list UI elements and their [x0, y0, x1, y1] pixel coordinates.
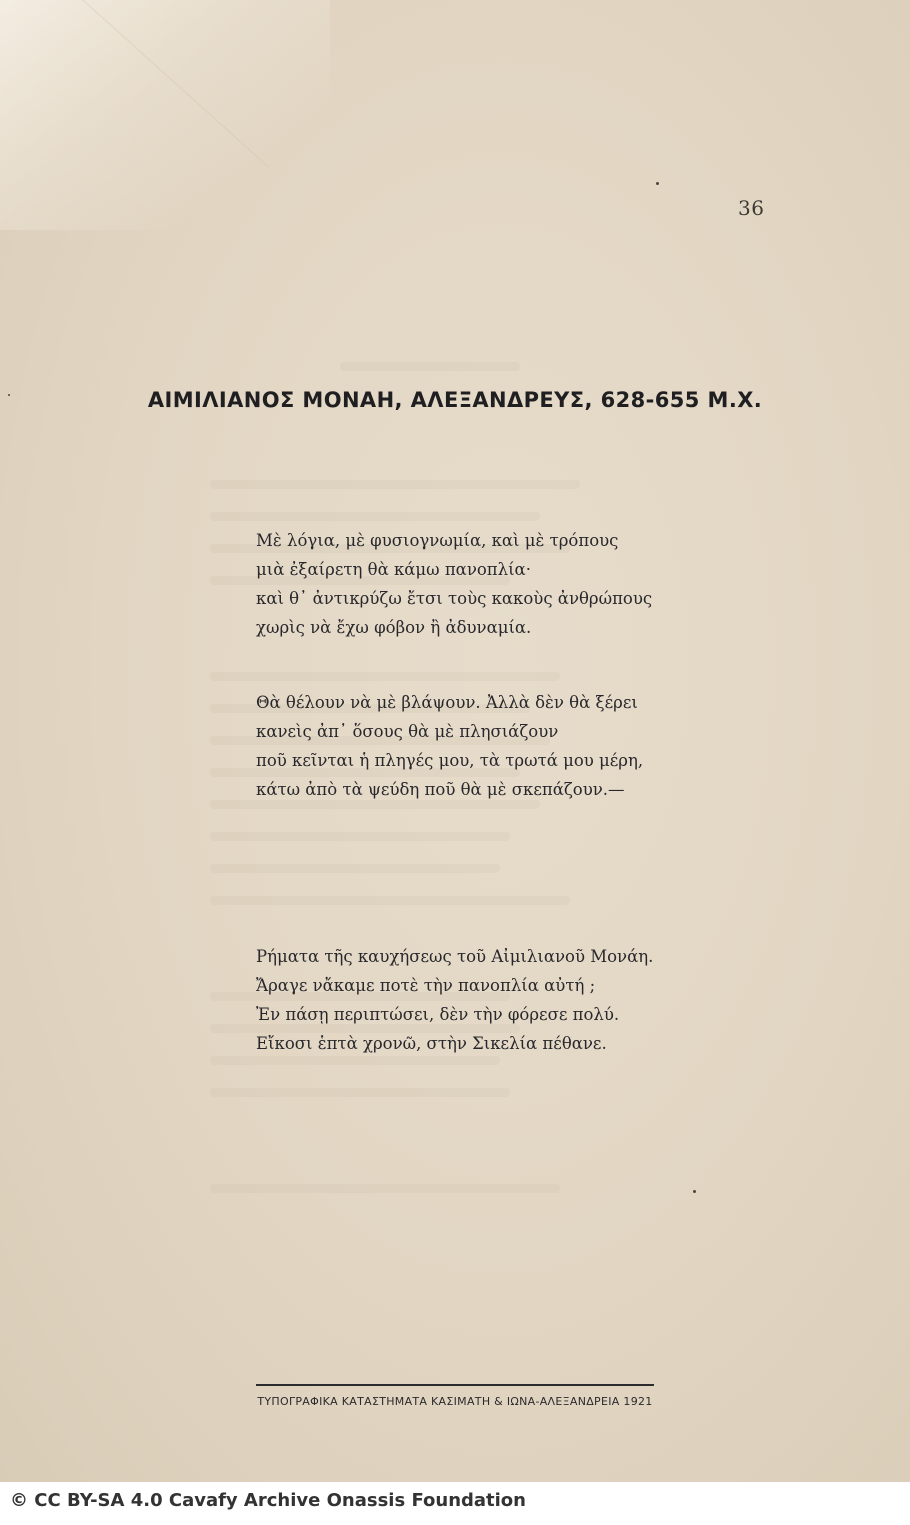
poem-line: Ρήματα τῆς καυχήσεως τοῦ Αἰμιλιανοῦ Μονάη. [256, 947, 654, 966]
poem-line: Θὰ θέλουν νὰ μὲ βλάψουν. Ἀλλὰ δὲν θὰ ξέρει [256, 693, 638, 712]
fold-crease [60, 0, 269, 167]
stanza-3 [256, 942, 653, 1058]
poem-line: ποῦ κεῖνται ἡ πληγές μου, τὰ τρωτά μου μέρη, [256, 751, 644, 770]
stanza-2 [256, 688, 643, 804]
poem-line: κανεὶς ἀπ᾽ ὅσους θὰ μὲ πλησιάζουν [256, 722, 559, 741]
poem-line: μιὰ ἐξαίρετη θὰ κάμω πανοπλία· [256, 560, 531, 579]
paper-speck [8, 394, 10, 396]
page-corner-fold [0, 0, 330, 230]
poem-line: χωρὶς νὰ ἔχω φόβον ἢ ἀδυναμία. [256, 618, 532, 637]
poem-line: κάτω ἀπὸ τὰ ψεύδη ποῦ θὰ μὲ σκεπάζουν.— [256, 780, 625, 799]
copyright-credit: © CC BY-SA 4.0 Cavafy Archive Onassis Foundation [10, 1490, 526, 1511]
poem-line: Ἄραγε νἄκαμε ποτὲ τὴν πανοπλία αὐτή ; [256, 976, 596, 995]
stanza-1 [256, 526, 652, 642]
poem-title: ΑΙΜΙΛΙΑΝΟΣ ΜΟΝΑΗ, ΑΛΕΞΑΝΔΡΕΥΣ, 628-655 Μ.Χ. [147, 388, 763, 412]
poem-line: Ἐν πάσῃ περιπτώσει, δὲν τὴν φόρεσε πολύ. [256, 1005, 620, 1024]
paper-speck [656, 182, 659, 185]
printer-imprint: ΤΥΠΟΓΡΑΦΙΚΑ ΚΑΤΑΣΤΗΜΑΤΑ ΚΑΣΙΜΑΤΗ & ΙΩΝΑ-ΑΛΕΞΑΝΔΡΕΙΑ 1921 [257, 1395, 653, 1408]
poem-line: καὶ θ᾽ ἀντικρύζω ἔτσι τοὺς κακοὺς ἀνθρώπους [256, 589, 653, 608]
page-number: 36 [738, 196, 765, 220]
paper-speck [693, 1190, 696, 1193]
footer-rule [256, 1384, 654, 1386]
poem-line: Εἴκοσι ἑπτὰ χρονῶ, στὴν Σικελία πέθανε. [256, 1034, 607, 1053]
poem-line: Μὲ λόγια, μὲ φυσιογνωμία, καὶ μὲ τρόπους [256, 531, 619, 550]
